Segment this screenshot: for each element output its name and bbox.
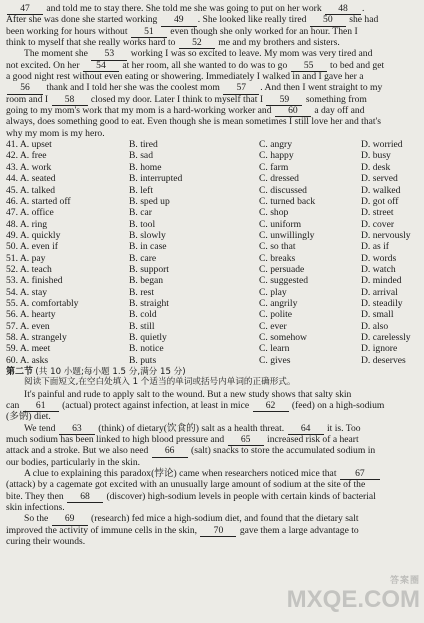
answer-blank[interactable]: 51 [131, 26, 167, 38]
option-choice[interactable]: B. left [129, 184, 153, 196]
option-row [6, 139, 418, 150]
passage-text: closed my door. Later I think to myself that I [88, 93, 266, 105]
option-row [6, 321, 418, 332]
passage-text: curing their wounds. [6, 536, 86, 548]
option-row [6, 150, 418, 161]
option-choice[interactable]: 44. A. seated [6, 173, 56, 185]
option-choice[interactable]: D. as if [361, 241, 389, 253]
option-choice[interactable]: D. nervously [361, 229, 411, 241]
option-choice[interactable]: C. suggested [259, 275, 309, 287]
passage-line [6, 116, 418, 127]
option-choice[interactable]: D. arrival [361, 286, 398, 298]
passage-text: It's painful and rude to apply salt to the wound. But a new study shows that salty skin [24, 388, 352, 400]
answer-blank[interactable]: 67 [340, 468, 380, 480]
passage-text: The moment she [24, 48, 91, 60]
option-choice[interactable]: C. angry [259, 139, 293, 151]
answer-blank[interactable]: 53 [91, 48, 127, 60]
answer-blank[interactable]: 64 [288, 423, 324, 435]
option-choice[interactable]: C. somehow [259, 331, 307, 343]
option-choice[interactable]: B. sad [129, 150, 153, 162]
passage-text: and told me to stay there. She told me she was going to put on her work [44, 3, 325, 14]
section-instruction: 阅读下面短文,在空白处填入 1 个适当的单词或括号内单词的正确形式。 [24, 377, 296, 388]
passage-line [6, 82, 418, 93]
passage-text: . And then I went straight to my [260, 82, 383, 94]
section-header [6, 366, 418, 377]
answer-blank[interactable]: 70 [200, 525, 236, 537]
passage-text: increased risk of a heart [264, 434, 359, 446]
passage-text: improved the activity of immune cells in the skin, [6, 524, 200, 536]
passage-line [6, 71, 418, 82]
passage-text: So the [24, 513, 51, 525]
passage-line [6, 389, 418, 400]
option-choice[interactable]: B. in case [129, 241, 167, 253]
answer-blank[interactable]: 69 [52, 513, 88, 525]
passage-text: (think) of dietary(饮食的) salt as a health threat. [95, 422, 287, 434]
option-choice[interactable]: C. shop [259, 207, 289, 219]
option-choice[interactable]: B. care [129, 252, 157, 264]
option-choice[interactable]: D. minded [361, 275, 402, 287]
option-choice[interactable]: C. unwillingly [259, 229, 315, 241]
option-choice[interactable]: D. small [361, 309, 394, 321]
option-choice[interactable]: B. cold [129, 309, 157, 321]
passage-line [6, 14, 418, 25]
option-choice[interactable]: B. support [129, 263, 169, 275]
option-choice[interactable]: D. words [361, 252, 397, 264]
passage-line [6, 502, 418, 513]
option-choice[interactable]: D. ignore [361, 343, 398, 355]
passage-text: A clue to explaining this paradox(悖论) came when researchers noticed mice that [24, 468, 339, 480]
option-choice[interactable]: C. farm [259, 161, 289, 173]
option-choice[interactable]: 43. A. work [6, 161, 52, 173]
section-title: 第二节 [6, 367, 34, 377]
passage-text: not excited. On her [6, 59, 82, 71]
passage-text: think to myself that she really works hard to [6, 37, 178, 49]
section-info: (共 10 小题;每小题 1.5 分,满分 15 分) [35, 367, 186, 377]
passage-line [6, 48, 418, 59]
passage-text: bite. They then [6, 490, 67, 502]
option-row [6, 185, 418, 196]
option-choice[interactable]: D. cover [361, 218, 395, 230]
passage-text: a good night rest without even eating or showering. Immediately I walked in and I gave her a [6, 71, 364, 83]
option-choice[interactable]: B. quietly [129, 331, 167, 343]
option-choice[interactable]: B. tool [129, 218, 156, 230]
option-row [6, 230, 418, 241]
passage-line [6, 37, 418, 48]
answer-blank[interactable]: 60 [275, 105, 311, 117]
passage-text: our bodies, particularly in the skin. [6, 456, 141, 468]
answer-blank[interactable]: 52 [179, 37, 215, 49]
passage-text: (actual) protect against infection, at least in mice [59, 400, 252, 412]
watermark-main: MXQE.COM [286, 586, 420, 613]
option-choice[interactable]: D. watch [361, 263, 396, 275]
answer-blank[interactable]: 49 [161, 14, 197, 26]
passage-text: something from [303, 93, 367, 105]
option-choice[interactable]: 55. A. comfortably [6, 297, 79, 309]
option-choice[interactable]: C. learn [259, 343, 290, 355]
passage-line [6, 105, 418, 116]
option-choice[interactable]: B. car [129, 207, 152, 219]
passage-text: going to my mom's work that my mom is a hard-working worker and [6, 105, 274, 117]
option-choice[interactable]: 48. A. ring [6, 218, 48, 230]
passage-text: (research) fed mice a high-sodium diet, and found that the dietary salt [88, 513, 359, 525]
passage-text: even though she only worked for an hour. Then I [167, 25, 358, 37]
option-choice[interactable]: C. persuade [259, 263, 305, 275]
passage-line [6, 468, 418, 479]
option-choice[interactable]: C. uniform [259, 218, 302, 230]
option-choice[interactable]: D. busy [361, 150, 391, 162]
option-choice[interactable]: 53. A. finished [6, 275, 63, 287]
option-row [6, 241, 418, 252]
option-choice[interactable]: 54. A. stay [6, 286, 48, 298]
option-choice[interactable]: B. straight [129, 297, 169, 309]
passage-line [6, 491, 418, 502]
answer-blank[interactable]: 63 [59, 423, 95, 435]
passage-text: . [362, 3, 365, 14]
passage-text: (discover) high-sodium levels in people with certain kinds of bacterial [104, 490, 376, 502]
answer-blank[interactable]: 62 [253, 400, 289, 412]
passage-text: she had [346, 14, 379, 26]
option-choice[interactable]: 57. A. even [6, 320, 50, 332]
option-choice[interactable]: D. served [361, 173, 398, 185]
option-choice[interactable]: C. ever [259, 320, 287, 332]
option-choice[interactable]: B. interrupted [129, 173, 183, 185]
passage-line [6, 3, 418, 14]
option-choice[interactable]: C. breaks [259, 252, 296, 264]
answer-blank[interactable]: 47 [7, 3, 43, 15]
passage-text: (attack) by a cagemate got excited with an unusually large amount of sodium at the site of the [6, 479, 366, 491]
option-row [6, 287, 418, 298]
option-row [6, 207, 418, 218]
passage-text: me and my brothers and sisters. [215, 37, 340, 49]
passage-text: (feed) on a high-sodium [289, 400, 385, 412]
passage-text: attack and a stroke. But we also need [6, 445, 151, 457]
answer-blank[interactable]: 58 [52, 94, 88, 106]
option-choice[interactable]: 47. A. office [6, 207, 54, 219]
passage-text: (多钠) diet. [6, 411, 51, 423]
passage-text: at her room, all she wanted to do was to go [119, 59, 290, 71]
option-choice[interactable]: D. worried [361, 139, 403, 151]
option-choice[interactable]: C. gives [259, 354, 291, 366]
option-row [6, 343, 418, 354]
option-choice[interactable]: B. still [129, 320, 155, 332]
option-row [6, 355, 418, 366]
option-choice[interactable]: C. happy [259, 150, 294, 162]
watermark-sub: 答案圈 [389, 575, 420, 585]
option-row [6, 162, 418, 173]
passage-line [6, 457, 418, 468]
option-choice[interactable]: 41. A. upset [6, 139, 52, 151]
passage-line [6, 434, 418, 445]
passage-text: why my mom is my hero. [6, 127, 105, 139]
option-row [6, 309, 418, 320]
option-choice[interactable]: B. tired [129, 139, 158, 151]
option-choice[interactable]: C. polite [259, 309, 293, 321]
passage-text: can [6, 400, 22, 412]
option-choice[interactable]: 42. A. free [6, 150, 47, 162]
option-choice[interactable]: 56. A. hearty [6, 309, 56, 321]
watermark-logo [270, 573, 420, 621]
option-choice[interactable]: D. walked [361, 184, 401, 196]
passage-line [6, 26, 418, 37]
passage-line [6, 128, 418, 139]
option-choice[interactable]: B. notice [129, 343, 164, 355]
answer-blank[interactable]: 54 [83, 60, 119, 72]
option-row [6, 264, 418, 275]
passage-text: a day off and [311, 105, 365, 117]
passage-line [6, 445, 418, 456]
grammar-passage [6, 389, 418, 548]
option-choice[interactable]: C. so that [259, 241, 296, 253]
option-choice[interactable]: 49. A. quickly [6, 229, 61, 241]
answer-blank[interactable]: 68 [67, 491, 103, 503]
option-choice[interactable]: 51. A. pay [6, 252, 46, 264]
answer-blank[interactable]: 48 [325, 3, 361, 15]
option-choice[interactable]: 50. A. even if [6, 241, 58, 253]
option-choice[interactable]: D. deserves [361, 354, 406, 366]
option-choice[interactable]: 45. A. talked [6, 184, 56, 196]
option-choice[interactable]: D. also [361, 320, 389, 332]
passage-line [6, 479, 418, 490]
option-row [6, 253, 418, 264]
passage-text: skin infections. [6, 502, 65, 514]
option-row [6, 298, 418, 309]
answer-blank[interactable]: 66 [152, 445, 188, 457]
answer-blank[interactable]: 50 [310, 14, 346, 26]
option-choice[interactable]: D. carelessly [361, 331, 411, 343]
option-choice[interactable]: 58. A. strangely [6, 331, 67, 343]
passage-line [6, 411, 418, 422]
passage-text: We tend [24, 422, 58, 434]
passage-text: much sodium has been linked to high blood pressure and [6, 434, 227, 446]
option-choice[interactable]: B. home [129, 161, 162, 173]
answer-blank[interactable]: 56 [7, 82, 43, 94]
passage-text: it is. Too [324, 422, 361, 434]
option-choice[interactable]: 59. A. meet [6, 343, 51, 355]
option-choice[interactable]: C. angrily [259, 297, 298, 309]
answer-blank[interactable]: 59 [266, 94, 302, 106]
passage-text: thank and I told her she was the coolest mom [44, 82, 223, 94]
option-row [6, 275, 418, 286]
option-choice[interactable]: D. desk [361, 161, 391, 173]
answer-blank[interactable]: 55 [291, 60, 327, 72]
option-choice[interactable]: 52. A. teach [6, 263, 52, 275]
cloze-passage [6, 3, 418, 139]
option-choice[interactable]: D. got off [361, 195, 399, 207]
passage-text: been working for hours without [6, 25, 130, 37]
passage-line [6, 60, 418, 71]
passage-line [6, 94, 418, 105]
passage-line [6, 423, 418, 434]
option-choice[interactable]: B. puts [129, 354, 157, 366]
passage-text: to bed and get [327, 59, 385, 71]
passage-text: gave them a large advantage to [237, 524, 359, 536]
option-row [6, 173, 418, 184]
options-table [6, 139, 418, 366]
passage-text: (salt) snacks to store the accumulated sodium in [188, 445, 376, 457]
option-choice[interactable]: D. steadily [361, 297, 403, 309]
passage-line [6, 400, 418, 411]
answer-blank[interactable]: 57 [223, 82, 259, 94]
option-row [6, 196, 418, 207]
option-choice[interactable]: D. street [361, 207, 394, 219]
passage-text: . She looked like really tired [197, 14, 309, 26]
option-choice[interactable]: C. discussed [259, 184, 307, 196]
answer-blank[interactable]: 65 [228, 434, 264, 446]
option-choice[interactable]: B. rest [129, 286, 155, 298]
option-choice[interactable]: C. turned back [259, 195, 316, 207]
option-choice[interactable]: 60. A. asks [6, 354, 49, 366]
passage-text: working I was so excited to leave. My mom was very tired and [128, 48, 373, 60]
option-choice[interactable]: 46. A. started off [6, 195, 71, 207]
passage-line [6, 536, 418, 547]
option-choice[interactable]: B. slowly [129, 229, 166, 241]
passage-text: room and I [6, 93, 51, 105]
passage-text: After she was done she started working [6, 14, 160, 26]
passage-line [6, 513, 418, 524]
option-row [6, 332, 418, 343]
option-choice[interactable]: B. began [129, 275, 164, 287]
option-choice[interactable]: C. play [259, 286, 287, 298]
answer-blank[interactable]: 61 [23, 400, 59, 412]
option-row [6, 219, 418, 230]
option-choice[interactable]: B. sped up [129, 195, 170, 207]
option-choice[interactable]: C. dressed [259, 173, 299, 185]
passage-line [6, 525, 418, 536]
passage-text: always, does something good to eat. Even though she is mean sometimes I still love her and that's [6, 116, 382, 128]
